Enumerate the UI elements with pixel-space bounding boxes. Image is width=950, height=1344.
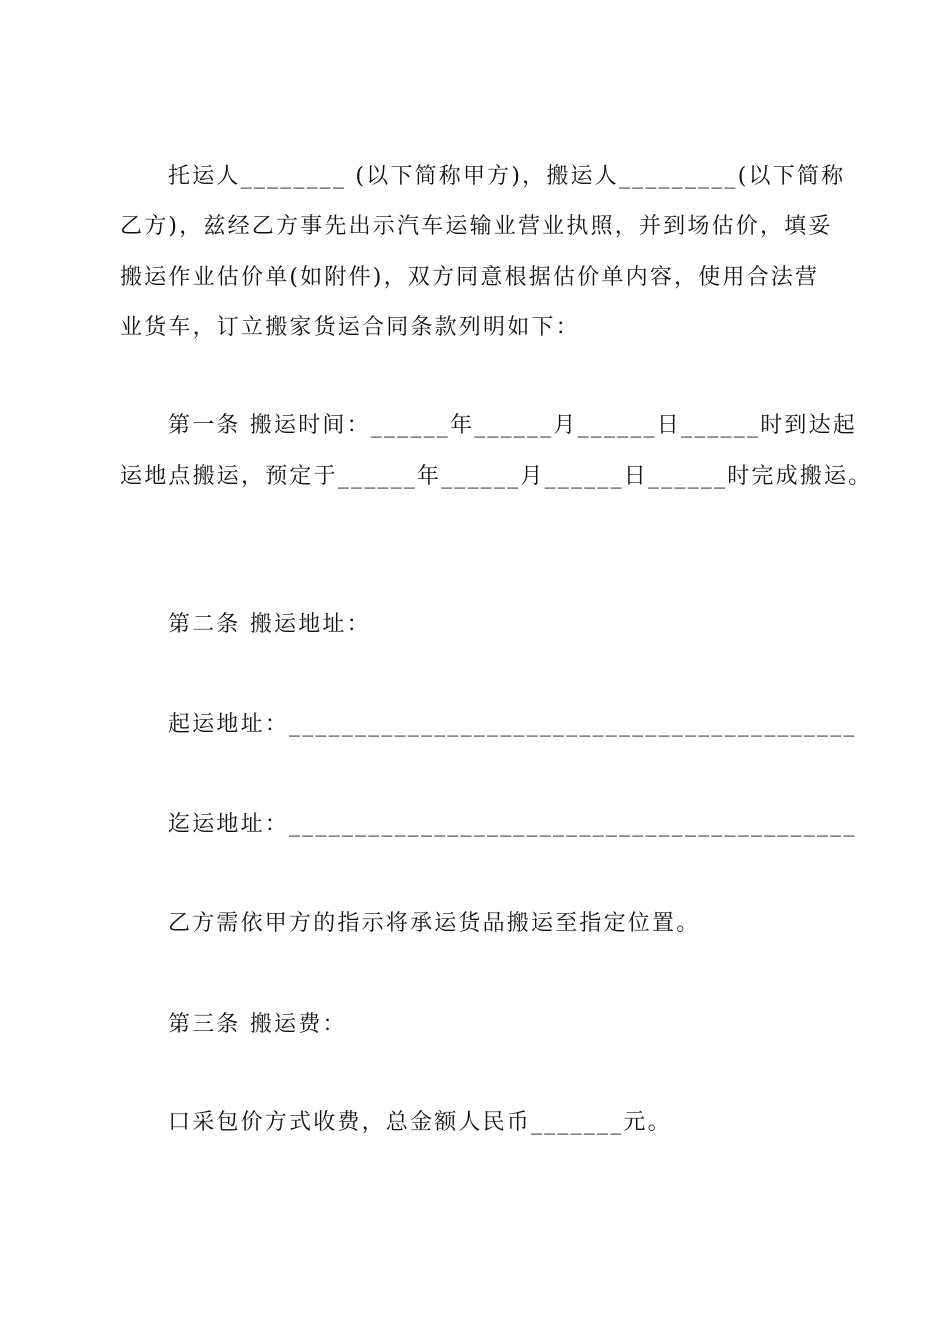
origin-address-line: 起运地址：___________________________________________ <box>168 712 857 737</box>
article-2-note: 乙方需依甲方的指示将承运货品搬运至指定位置。 <box>168 911 701 936</box>
article-2-heading: 第二条 搬运地址： <box>168 612 371 637</box>
intro-line-2: 乙方)，兹经乙方事先出示汽车运输业营业执照，并到场估价，填妥 <box>120 214 833 239</box>
article-1-line-1: 第一条 搬运时间：______年______月______日______时到达起 <box>168 413 857 438</box>
intro-line-4: 业货车，订立搬家货运合同条款列明如下： <box>120 315 580 340</box>
destination-address-line: 迄运地址：___________________________________________ <box>168 812 857 837</box>
article-1-line-2: 运地点搬运，预定于______年______月______日______时完成搬运。 <box>120 464 873 489</box>
article-3-line-1: 口采包价方式收费，总金额人民币_______元。 <box>168 1110 672 1135</box>
intro-line-3: 搬运作业估价单(如附件)，双方同意根据估价单内容，使用合法营 <box>120 265 820 290</box>
intro-line-1: 托运人________ (以下简称甲方)，搬运人_________(以下简称 <box>168 164 846 189</box>
article-3-heading: 第三条 搬运费： <box>168 1012 347 1037</box>
